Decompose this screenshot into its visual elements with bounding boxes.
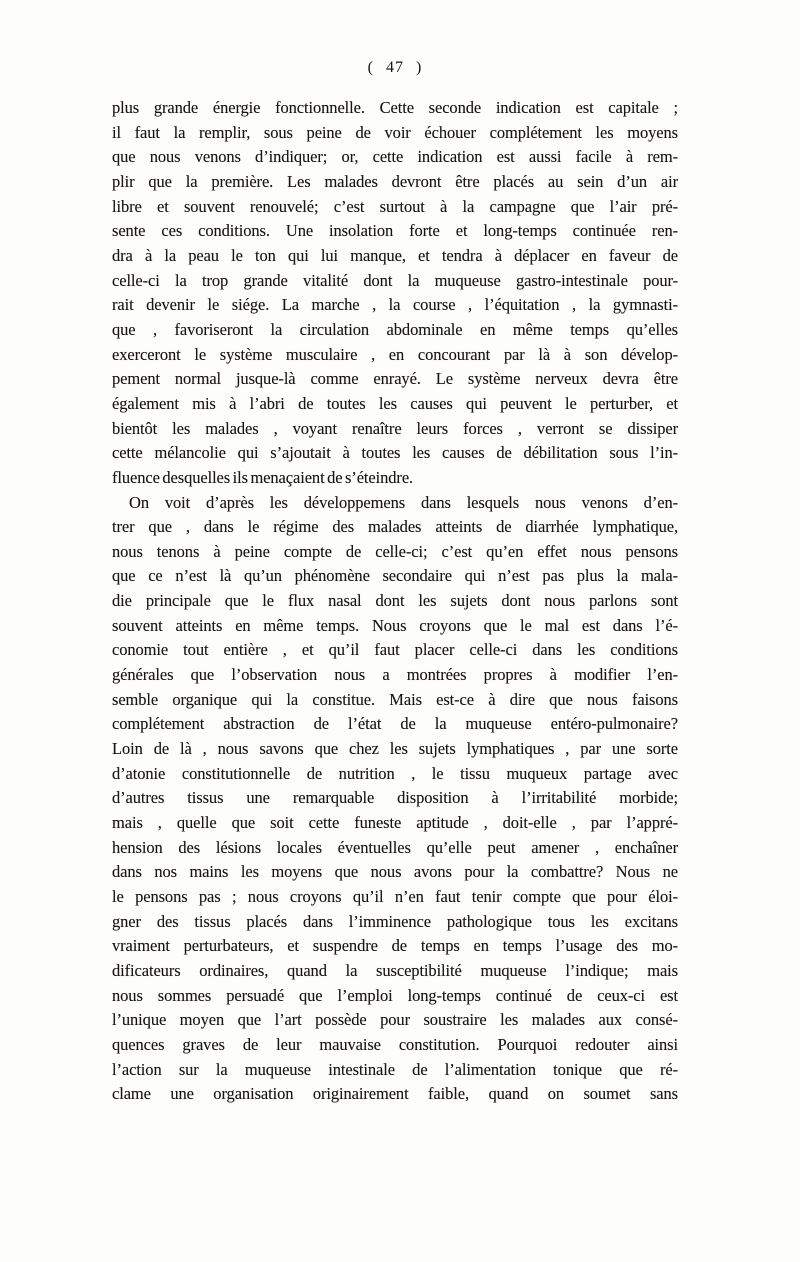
text-line: dans nos mains les moyens que nous avons pour la combattre? Nous ne xyxy=(112,862,678,882)
page-number-header: ( 47 ) xyxy=(367,59,423,76)
text-line: d’atonie constitutionnelle de nutrition , le tissu muqueux partage avec xyxy=(112,763,678,783)
text-line: que ce n’est là qu’un phénomène secondaire qui n’est pas plus la mala- xyxy=(112,566,678,586)
text-line: quences graves de leur mauvaise constitution. Pourquoi redouter ainsi xyxy=(112,1034,678,1054)
text-line: nous sommes persuadé que l’emploi long-temps continué de ceux-ci est xyxy=(112,985,678,1005)
text-line: également mis à l’abri de toutes les causes qui peuvent le perturber, et xyxy=(112,393,678,413)
text-line: trer que , dans le régime des malades atteints de diarrhée lymphatique, xyxy=(112,517,678,537)
text-line: mais , quelle que soit cette funeste aptitude , doit-elle , par l’appré- xyxy=(112,813,678,833)
text-line: que nous venons d’indiquer; or, cette indication est aussi facile à rem- xyxy=(112,147,678,167)
text-line: fluence desquelles ils menaçaient de s’éteindre. xyxy=(112,467,414,487)
text-line: souvent atteints en même temps. Nous croyons que le mal est dans l’é- xyxy=(112,615,678,635)
text-line: clame une organisation originairement faible, quand on soumet sans xyxy=(112,1084,678,1104)
text-line: nous tenons à peine compte de celle-ci; c’est qu’en effet nous pensons xyxy=(112,541,678,561)
text-line: sente ces conditions. Une insolation forte et long-temps continuée ren- xyxy=(112,221,678,241)
text-line: Loin de là , nous savons que chez les sujets lymphatiques , par une sorte xyxy=(112,739,678,759)
text-line: rait devenir le siége. La marche , la course , l’équitation , la gymnasti- xyxy=(112,295,678,315)
text-line: celle-ci la trop grande vitalité dont la muqueuse gastro-intestinale pour- xyxy=(112,270,678,290)
text-line: die principale que le flux nasal dont les sujets dont nous parlons sont xyxy=(112,591,678,611)
text-block xyxy=(112,57,678,1107)
text-line: gner des tissus placés dans l’imminence pathologique tous les excitans xyxy=(112,911,678,931)
text-line: exerceront le système musculaire , en concourant par là à son dévelop- xyxy=(112,344,678,364)
text-line: plir que la première. Les malades devront être placés au sein d’un air xyxy=(112,171,678,191)
text-line: que , favoriseront la circulation abdominale en même temps qu’elles xyxy=(112,319,678,339)
text-line: d’autres tissus une remarquable disposition à l’irritabilité morbide; xyxy=(112,788,678,808)
text-line: On voit d’après les développemens dans lesquels nous venons d’en- xyxy=(129,492,678,512)
text-line: semble organique qui la constitue. Mais est-ce à dire que nous faisons xyxy=(112,689,678,709)
text-line: pement normal jusque-là comme enrayé. Le système nerveux devra être xyxy=(112,369,678,389)
text-line: cette mélancolie qui s’ajoutait à toutes les causes de débilitation sous l’in- xyxy=(112,443,678,463)
text-line: l’action sur la muqueuse intestinale de l’alimentation tonique que ré- xyxy=(112,1059,678,1079)
body-text xyxy=(112,96,678,1107)
text-line: bientôt les malades , voyant renaître leurs forces , verront se dissiper xyxy=(112,418,678,438)
text-line: générales que l’observation nous a montrées propres à modifier l’en- xyxy=(112,665,678,685)
text-line: hension des lésions locales éventuelles qu’elle peut amener , enchaîner xyxy=(112,837,678,857)
text-line: plus grande énergie fonctionnelle. Cette seconde indication est capitale ; xyxy=(112,98,678,117)
text-line: libre et souvent renouvelé; c’est surtout à la campagne que l’air pré- xyxy=(112,196,678,216)
text-line: l’unique moyen que l’art possède pour soustraire les malades aux consé- xyxy=(112,1010,678,1030)
text-line: il faut la remplir, sous peine de voir échouer complétement les moyens xyxy=(112,122,678,142)
text-line: conomie tout entière , et qu’il faut placer celle-ci dans les conditions xyxy=(112,640,678,660)
text-line: le pensons pas ; nous croyons qu’il n’en faut tenir compte que pour éloi- xyxy=(112,887,678,906)
text-line: complétement abstraction de l’état de la muqueuse entéro-pulmonaire? xyxy=(112,714,678,734)
text-line: vraiment perturbateurs, et suspendre de temps en temps l’usage des mo- xyxy=(112,936,678,956)
text-line: dificateurs ordinaires, quand la susceptibilité muqueuse l’indique; mais xyxy=(112,960,678,980)
text-line: dra à la peau le ton qui lui manque, et tendra à déplacer en faveur de xyxy=(112,245,678,265)
